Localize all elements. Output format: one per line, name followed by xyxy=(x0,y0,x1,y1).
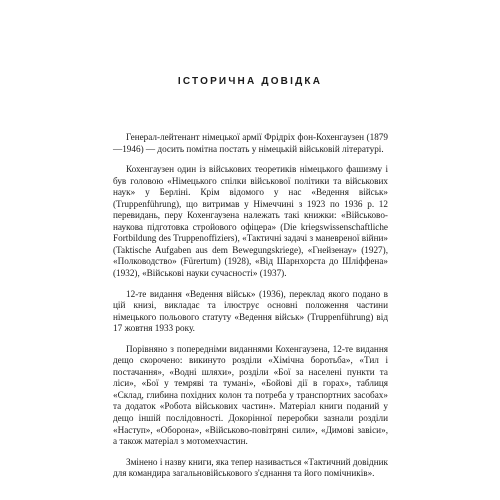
paragraph: Генерал-лейтенант німецької армії Фрідріх фон-Кохенгаузен (1879—1946) — досить помітна постать у німецькій військовій літературі. xyxy=(113,132,388,154)
document-body xyxy=(113,132,388,489)
page-title: ІСТОРИЧНА ДОВІДКА xyxy=(177,76,323,87)
paragraph: 12-те видання «Ведення військ» (1936), переклад якого подано в цій книзі, викладає та ілюструє основні положення частини німецького польового статуту «Ведення військ» (Truppenführung) від 17 жовтня 1933 року. xyxy=(113,288,388,334)
paragraph: Кохенгаузен один із військових теоретиків німецького фашизму і був головою «Німецького спілки військової політики та військових наук» у Берліні. Крім відомого у нас «Ведення військ» (Truppenführung), що витримав у Німеччині з 1923 по 1936 р. 12 перевидань, перу Кохенгаузена належать такі книжки: «Військово-наукова підготовка стройового офіцера» (Die kriegswissenschaftliche Fortbildung des Truppenoffiziers), «Тактичні задачі з маневреної війни» (Taktische Aufgaben aus dem Bewegungskriege), «Гнейзенау» (1927), «Полководство» (Fürertum) (1928), «Від Шарнхорста до Шліффена» (1932), «Військові науки сучасності» (1937). xyxy=(113,164,388,279)
paragraph: Змінено і назву книги, яка тепер називається «Тактичний довідник для командира загальновійськового з'єднання та його помічників». xyxy=(113,456,388,479)
paragraph: Порівняно з попередніми виданнями Кохенгаузена, 12-те видання дещо скорочено: викинуто розділи «Хімічна боротьба», «Тил і постачання», «Водні шляхи», розділи «Бої за населені пункти та ліси», «Бої у темряві та тумані», «Бойові дії в горах», таблиця «Склад, глибина похідних колон та потреба у транспортних засобах» та додаток «Робота військових частин». Матеріал книги поданий у дещо іншій послідовності. Докорінної переробки зазнали розділи «Наступ», «Оборона», «Військово-повітряні сили», «Димові завіси», а також матеріал з мотомехчастин. xyxy=(113,343,388,447)
